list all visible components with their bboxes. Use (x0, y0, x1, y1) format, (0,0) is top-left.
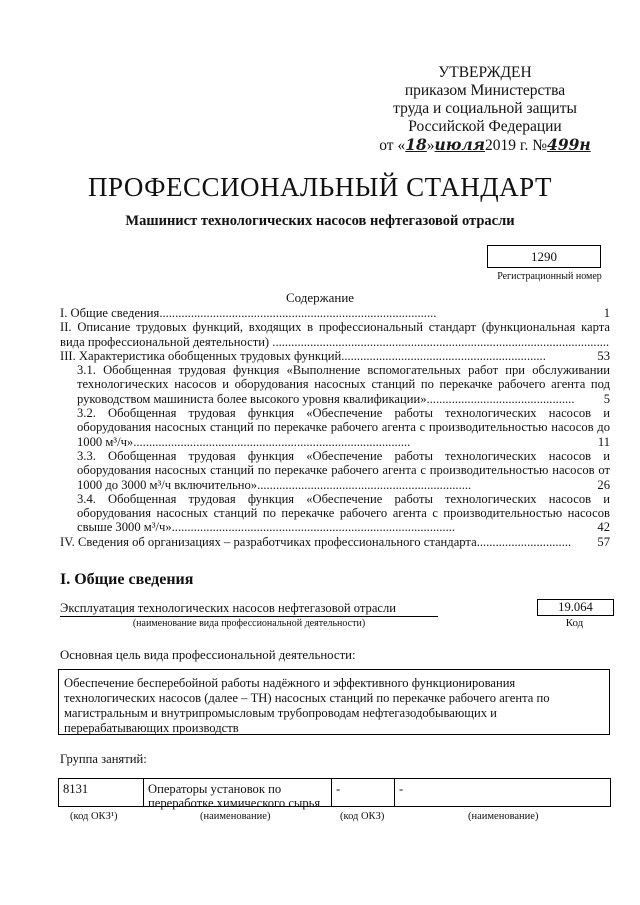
date-year: 2019 г. № (485, 137, 548, 154)
approval-date (360, 136, 610, 155)
toc-item[interactable]: 3.1. Обобщенная трудовая функция «Выполнение вспомогательных работ при обслуживании технологических насосов и оборудования насосных станций по перекачке рабочего агента под руководством машиниста более высокого уровня квалификации»............................................... 5 (77, 363, 610, 406)
goal-label: Основная цель вида профессиональной деятельности: (60, 648, 356, 662)
occupation-name-cell: - (399, 782, 404, 796)
name-caption: (наименование) (468, 811, 539, 822)
toc-item[interactable]: 3.3. Обобщенная трудовая функция «Обеспечение работы технологических насосов и оборудования насосных станций по перекачке рабочего агента с производительностью насосов от 1000 до 3000 м³/ч включительно».................................................................... 26 (77, 448, 610, 492)
registration-number-box: 1290 (487, 245, 601, 268)
approval-line: труда и социальной защиты (393, 100, 577, 117)
occupation-name-cell: Операторы установок по переработке химического сырья (148, 782, 321, 810)
activity-name: Эксплуатация технологических насосов нефтегазовой отрасли (60, 601, 438, 617)
date-day: 18 (405, 135, 427, 154)
approval-title: УТВЕРЖДЕН (438, 64, 532, 81)
activity-caption: (наименование вида профессиональной деятельности) (132, 618, 366, 629)
order-number: 499н (547, 135, 591, 154)
registration-label: Регистрационный номер (497, 271, 602, 282)
date-mid: » (426, 137, 435, 154)
toc-item[interactable]: 5 III. Характеристика обобщенных трудовых функций................................................................. (60, 348, 604, 363)
section-title: I. Общие сведения (60, 571, 194, 588)
approval-block (360, 64, 610, 155)
okz-code-cell: - (336, 782, 341, 796)
okz-code-caption: (код ОКЗ¹) (70, 811, 118, 822)
table-of-contents (60, 306, 610, 549)
document-title: ПРОФЕССИОНАЛЬНЫЙ СТАНДАРТ (87, 172, 553, 202)
date-month: июля (434, 135, 486, 154)
goal-text-box: Обеспечение бесперебойной работы надёжного и эффективного функционирования технологических насосов (далее – ТН) насосных станций по перекачке рабочего агента по магистральным и внутрипромысловым трубопроводам нефтегазодобывающих и перерабатывающих производств (58, 669, 610, 735)
toc-item[interactable]: 3.2. Обобщенная трудовая функция «Обеспечение работы технологических насосов и оборудования насосных станций по перекачке рабочего агента с производительностью насосов до 1000 м³/ч»........................................................................................ 11 (77, 406, 610, 449)
toc-item[interactable]: II. Описание трудовых функций, входящих в профессиональный стандарт (функциональная карта вида профессиональной деятельности) ........................................................................................................... 3 (60, 320, 610, 363)
approval-line: приказом Министерства (404, 82, 566, 99)
approval-line: Российской Федерации (408, 118, 562, 135)
occupation-table (58, 778, 611, 810)
name-caption: (наименование) (200, 811, 271, 822)
date-prefix: от « (379, 137, 406, 154)
occupation-group-label: Группа занятий: (60, 752, 147, 766)
activity-code-box: 19.064 (537, 599, 614, 616)
okz-code-caption: (код ОКЗ) (340, 811, 385, 822)
document-subtitle: Машинист технологических насосов нефтегазовой отрасли (125, 213, 515, 229)
toc-heading: Содержание (285, 290, 355, 305)
toc-item[interactable]: 57 IV. Сведения об организациях – разработчиках профессионального стандарта.............................. (60, 534, 610, 549)
okz-code-cell: 8131 (63, 782, 89, 796)
code-caption: Код (565, 617, 584, 629)
toc-item[interactable]: 3.4. Обобщенная трудовая функция «Обеспечение работы технологических насосов и оборудования насосных станций по перекачке рабочего агента с производительностью насосов свыше 3000 м³/ч».......................................................................................... 42 (77, 491, 610, 535)
toc-item[interactable]: 1 I. Общие сведения........................................................................................ (60, 306, 610, 320)
